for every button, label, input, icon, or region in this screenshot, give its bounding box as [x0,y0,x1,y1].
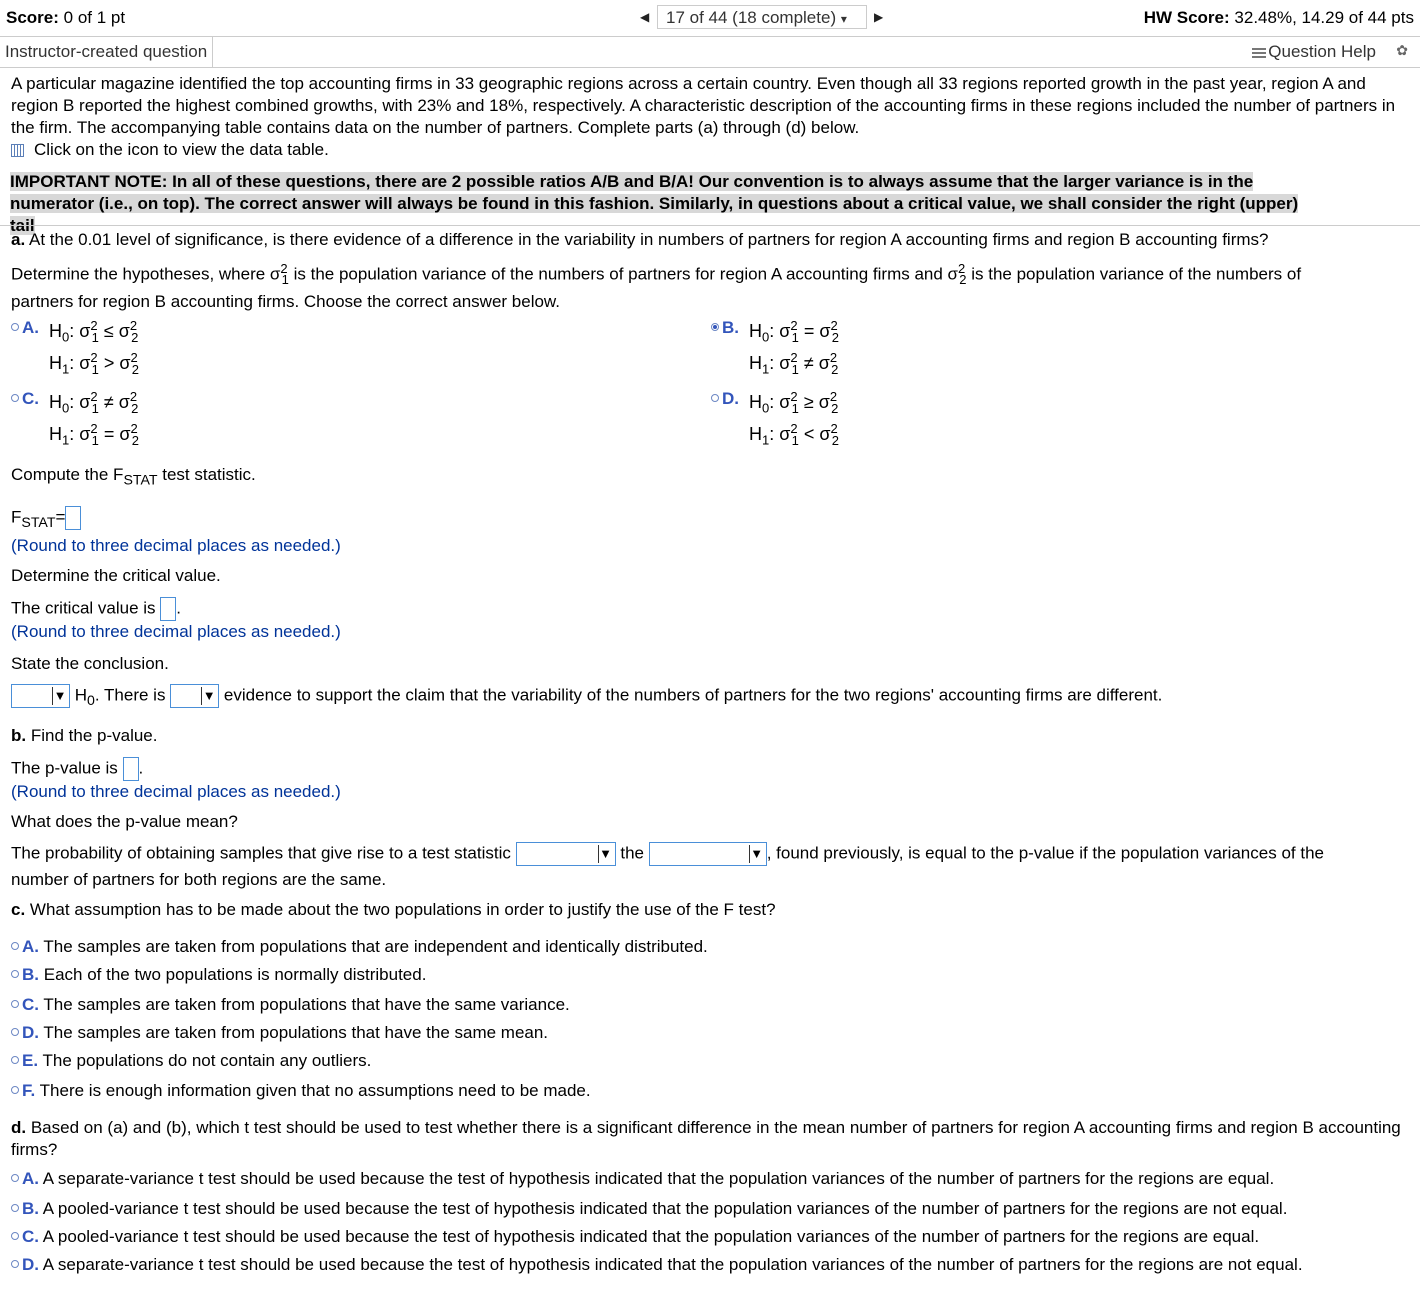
data-table-link[interactable]: Click on the icon to view the data table. [11,139,1406,161]
score: Score: 0 of 1 pt [6,8,126,27]
option-text: A pooled-variance t test should be used because the test of hypothesis indicated that the population variances of the number of partners for the regions are not equal. [42,1199,1288,1218]
answer-option[interactable] [11,1199,1287,1219]
option-text: The populations do not contain any outliers. [42,1051,372,1070]
part-a-question: a. At the 0.01 level of significance, is there evidence of a difference in the variability in numbers of partners for region A accounting firms and region B accounting firms? [11,230,1269,249]
radio-button[interactable] [11,942,19,950]
radio-button[interactable] [11,1000,19,1008]
radio-button[interactable] [11,1028,19,1036]
dropdown-arrow-icon: ▼ [750,846,764,861]
option-text: The samples are taken from populations that have the same mean. [43,1023,549,1042]
round-hint: (Round to three decimal places as needed.) [11,536,341,555]
part-b-question: b. Find the p-value. [11,726,158,745]
question-help-button[interactable]: Question Help [1252,42,1376,62]
evidence-dropdown[interactable] [170,684,219,708]
compute-prompt: Compute the $F_{STAT}$ test statistic. [11,465,256,489]
conclusion-row: ▼ $H_0$. There is ▼ evidence to support the claim that the variability of the numbers of partners for the two regions' accounting firms are different. [11,684,1162,709]
option-label: A. [22,318,39,337]
round-hint: (Round to three decimal places as needed.) [11,622,341,641]
option-label: D. [22,1255,39,1274]
next-question-icon[interactable]: ▶ [874,10,884,24]
critical-row: The critical value is . [11,597,181,621]
sub-bar [0,37,1420,68]
option-text: A separate-variance t test should be used because the test of hypothesis indicated that the population variances of the number of partners for the regions are equal. [42,1169,1275,1188]
dropdown-arrow-icon: ▼ [202,688,216,703]
hw-score: HW Score: 32.48%, 14.29 of 44 pts [1143,8,1414,27]
hypothesis-option[interactable]: C. $H_0$: $\sigma^2_1 \ne \sigma^2_2$ $H_1$: $\sigma^2_1 = \sigma^2_2$ [11,389,311,453]
option-label: C. [22,995,39,1014]
important-note: IMPORTANT NOTE: In all of these questions, there are 2 possible ratios A/B and B/A! Our convention is to always assume that the larger variance is in the numerator (i.e., on top). The correct answer will always be found in this fashion. Similarly, in questions about a critical value, we shall consider the right (upper) tail [10,172,1299,235]
hypothesis-option[interactable]: B. $H_0$: $\sigma^2_1 = \sigma^2_2$ $H_1$: $\sigma^2_1 \ne \sigma^2_2$ [711,318,1011,382]
dropdown-arrow-icon: ▼ [53,688,67,703]
radio-button[interactable] [11,970,19,978]
question-selector[interactable]: 17 of 44 (18 complete) ▾ [657,5,867,29]
option-label: A. [22,937,39,956]
pvalue-meaning-prompt: What does the p-value mean? [11,812,238,831]
pvalue-row: The p-value is . [11,757,143,781]
top-bar [0,0,1420,37]
answer-option[interactable] [11,1023,548,1043]
option-label: D. [722,389,739,408]
prev-question-icon[interactable]: ◀ [640,10,650,24]
comparison-dropdown[interactable] [516,842,616,866]
answer-option[interactable] [11,1169,1274,1189]
radio-button[interactable] [11,394,19,402]
radio-button[interactable] [11,1174,19,1182]
option-label: B. [22,1199,39,1218]
option-label: F. [22,1081,36,1100]
radio-button[interactable] [11,1232,19,1240]
radio-button[interactable] [11,1056,19,1064]
instructor-label: Instructor-created question [0,37,213,67]
hypothesis-option[interactable]: D. $H_0$: $\sigma^2_1 \ge \sigma^2_2$ $H_1$: $\sigma^2_1 < \sigma^2_2$ [711,389,1011,453]
reject-dropdown[interactable] [11,684,70,708]
option-text: The samples are taken from populations that have the same variance. [43,995,570,1014]
fstat-row: $F_{STAT}=$ [11,506,81,531]
fstat-input[interactable] [65,506,81,530]
dropdown-arrow-icon: ▼ [599,846,613,861]
option-text: Each of the two populations is normally distributed. [43,965,427,984]
option-text: A pooled-variance t test should be used because the test of hypothesis indicated that the population variances of the number of partners for the regions are equal. [42,1227,1260,1246]
option-label: C. [22,389,39,408]
gear-icon[interactable]: ✿ [1396,42,1408,58]
option-label: C. [22,1227,39,1246]
radio-button[interactable] [11,1086,19,1094]
answer-option[interactable] [11,1255,1303,1275]
radio-button[interactable] [711,394,719,402]
critical-value-input[interactable] [160,597,176,621]
option-label: A. [22,1169,39,1188]
statistic-dropdown[interactable] [649,842,767,866]
answer-option[interactable] [11,1227,1259,1247]
divider [0,225,1420,226]
part-d-question: d. Based on (a) and (b), which t test should be used to test whether there is a significant difference in the mean number of partners for region A accounting firms and region B accounting firms? [11,1118,1401,1159]
option-label: E. [22,1051,39,1070]
table-icon[interactable] [11,144,24,157]
radio-button[interactable] [11,1260,19,1268]
radio-button[interactable] [711,323,719,331]
part-c-question: c. What assumption has to be made about the two populations in order to justify the use of the F test? [11,900,776,919]
answer-option[interactable] [11,1051,371,1071]
option-text: The samples are taken from populations that are independent and identically distributed. [43,937,708,956]
option-text: There is enough information given that no assumptions need to be made. [39,1081,591,1100]
answer-option[interactable] [11,937,708,957]
answer-option[interactable] [11,965,426,985]
conclusion-prompt: State the conclusion. [11,654,169,673]
answer-option[interactable] [11,1081,591,1101]
intro-text: A particular magazine identified the top accounting firms in 33 geographic regions across a certain country. Even though all 33 regions reported growth in the past year, region A and region B reported the highest combined growths, with 23% and 18%, respectively. A characteristic description of the accounting firms in these regions included the number of partners in the firm. The accompanying table contains data on the number of partners. Complete parts (a) through (d) below. [11,74,1396,137]
option-label: B. [22,965,39,984]
list-icon [1252,48,1266,58]
option-label: D. [22,1023,39,1042]
hypothesis-option[interactable]: A. $H_0$: $\sigma^2_1 \le \sigma^2_2$ $H_1$: $\sigma^2_1 > \sigma^2_2$ [11,318,311,382]
probability-row: The probability of obtaining samples that give rise to a test statistic ▼ the ▼ , found previously, is equal to the p-value if the population variances of the [11,842,1324,866]
chevron-down-icon: ▾ [840,12,847,26]
critical-prompt: Determine the critical value. [11,566,221,585]
option-label: B. [722,318,739,337]
radio-button[interactable] [11,323,19,331]
round-hint: (Round to three decimal places as needed.) [11,782,341,801]
radio-button[interactable] [11,1204,19,1212]
answer-option[interactable] [11,995,570,1015]
pvalue-input[interactable] [123,757,139,781]
hypotheses-description: Determine the hypotheses, where $\sigma^2_1$ is the population variance of the numbers of partners for region A accounting firms and $\sigma^2_2$ is the population variance of the numbers of partners for region B accounting firms. Choose the correct answer below. [11,261,1302,312]
option-text: A separate-variance t test should be used because the test of hypothesis indicated that the population variances of the number of partners for the regions are not equal. [42,1255,1303,1274]
probability-row-line2: number of partners for both regions are the same. [11,870,387,889]
